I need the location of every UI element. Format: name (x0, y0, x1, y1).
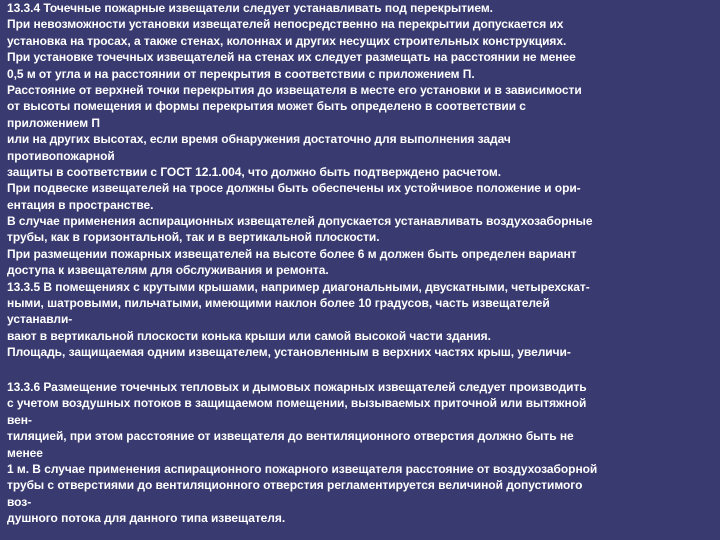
text-line: устанавли- (7, 312, 73, 327)
text-block-top (7, 0, 713, 361)
text-line: В случае применения аспирационных извещателей допускается устанавливать воздухозаборные (7, 214, 593, 229)
text-line: от высоты помещения и формы перекрытия может быть определено в соответствии с (7, 99, 526, 114)
text-line: вен- (7, 412, 32, 427)
text-line: При подвеске извещателей на тросе должны быть обеспечены их устойчивое положение и ори- (7, 181, 581, 196)
text-line: 13.3.5 В помещениях с крутыми крышами, например диагональными, двускатными, четырехскат- (7, 279, 590, 294)
text-line: 13.3.4 Точечные пожарные извещатели следует устанавливать под перекрытием. (7, 1, 493, 15)
text-line: тиляцией, при этом расстояние от извещателя до вентиляционного отверстия должно быть не (7, 429, 574, 444)
text-line: душного потока для данного типа извещателя. (7, 511, 286, 526)
text-block-bottom (7, 379, 713, 527)
text-line: приложением П (7, 115, 100, 130)
text-line: трубы с отверстиями до вентиляционного отверстия регламентируется величиной допустимого (7, 478, 583, 493)
text-line: ными, шатровыми, пильчатыми, имеющими наклон более 10 градусов, часть извещателей (7, 296, 550, 311)
text-line: воз- (7, 494, 32, 509)
text-line: При размещении пожарных извещателей на высоте более 6 м должен быть определен вариант (7, 246, 577, 261)
text-line: При невозможности установки извещателей непосредственно на перекрытии допускается их (7, 17, 564, 32)
text-line: ентация в пространстве. (7, 197, 154, 212)
text-line: 0,5 м от угла и на расстоянии от перекрытия в соответствии с приложением П. (7, 66, 475, 81)
text-line: Расстояние от верхней точки перекрытия до извещателя в месте его установки и в зависимости (7, 82, 582, 97)
text-line: или на других высотах, если время обнаружения достаточно для выполнения задач (7, 132, 511, 147)
text-line: Площадь, защищаемая одним извещателем, установленным в верхних частях крыш, увеличи- (7, 345, 571, 360)
text-line: 1 м. В случае применения аспирационного пожарного извещателя расстояние от воздухозаборной (7, 461, 598, 476)
text-line: защиты в соответствии с ГОСТ 12.1.004, что должно быть подтверждено расчетом. (7, 164, 502, 179)
text-line: менее (7, 445, 43, 460)
text-line: противопожарной (7, 148, 115, 163)
text-line: доступа к извещателям для обслуживания и ремонта. (7, 263, 329, 278)
text-line: вают в вертикальной плоскости конька крыши или самой высокой части здания. (7, 328, 491, 343)
text-line: трубы, как в горизонтальной, так и в вертикальной плоскости. (7, 230, 380, 245)
text-line: установка на тросах, а также стенах, колоннах и других несущих строительных конструкциях. (7, 33, 567, 48)
text-line: При установке точечных извещателей на стенах их следует размещать на расстоянии не менее (7, 50, 576, 65)
text-line: с учетом воздушных потоков в защищаемом помещении, вызываемых приточной или вытяжной (7, 396, 587, 411)
text-line: 13.3.6 Размещение точечных тепловых и дымовых пожарных извещателей следует производить (7, 380, 587, 394)
